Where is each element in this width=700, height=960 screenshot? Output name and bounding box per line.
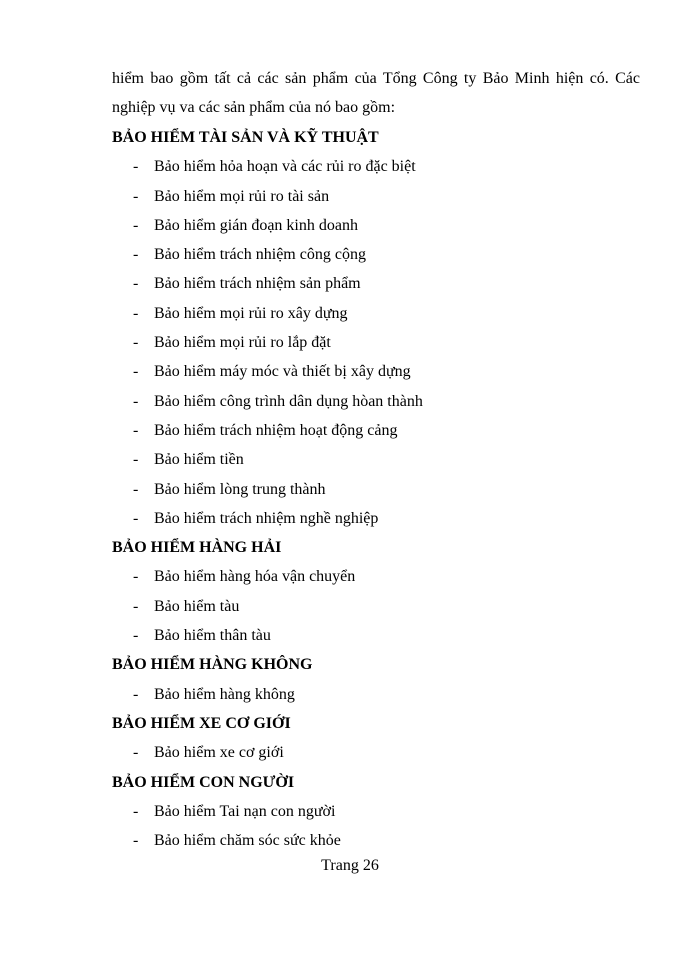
bullet-dash: - xyxy=(133,158,139,176)
list-item xyxy=(112,211,640,240)
section-list xyxy=(112,680,640,709)
bullet-dash: - xyxy=(133,627,139,645)
list-item xyxy=(112,299,640,328)
list-item-text: Bảo hiểm lòng trung thành xyxy=(154,480,326,498)
bullet-dash: - xyxy=(133,363,139,381)
list-item-text: Bảo hiểm hỏa hoạn và các rủi ro đặc biệt xyxy=(154,158,416,176)
list-item-text: Bảo hiểm gián đoạn kinh doanh xyxy=(154,216,358,234)
section-heading: BẢO HIỂM XE CƠ GIỚI xyxy=(112,714,291,732)
bullet-dash: - xyxy=(133,246,139,264)
list-item xyxy=(112,357,640,386)
list-item xyxy=(112,240,640,269)
bullet-dash: - xyxy=(133,334,139,352)
bullet-dash: - xyxy=(133,480,139,498)
bullet-dash: - xyxy=(133,451,139,469)
list-item-text: Bảo hiểm hàng không xyxy=(154,685,295,703)
section-list xyxy=(112,738,640,767)
list-item xyxy=(112,797,640,826)
bullet-dash: - xyxy=(133,685,139,703)
list-item xyxy=(112,680,640,709)
intro-paragraph xyxy=(112,64,640,122)
list-item-text: Bảo hiểm xe cơ giới xyxy=(154,744,284,762)
bullet-dash: - xyxy=(133,216,139,234)
bullet-dash: - xyxy=(133,802,139,820)
list-item-text: Bảo hiểm mọi rủi ro xây dựng xyxy=(154,304,348,322)
bullet-dash: - xyxy=(133,421,139,439)
list-item-text: Bảo hiểm trách nhiệm nghề nghiệp xyxy=(154,509,379,527)
section-heading: BẢO HIỂM TÀI SẢN VÀ KỸ THUẬT xyxy=(112,129,379,146)
section-heading: BẢO HIỂM HÀNG KHÔNG xyxy=(112,656,313,674)
list-item-text: Bảo hiểm hàng hóa vận chuyển xyxy=(154,568,356,586)
page-footer: Trang 26 xyxy=(321,857,379,874)
list-item xyxy=(112,621,640,650)
list-item-text: Bảo hiểm trách nhiệm sản phẩm xyxy=(154,275,361,293)
list-item-text: Bảo hiểm trách nhiệm hoạt động cảng xyxy=(154,421,398,439)
list-item xyxy=(112,826,640,855)
section-heading: BẢO HIỂM CON NGƯỜI xyxy=(112,773,295,791)
list-item-text: Bảo hiểm chăm sóc sức khỏe xyxy=(154,832,341,850)
sections-container xyxy=(112,123,640,855)
list-item xyxy=(112,416,640,445)
list-item-text: Bảo hiểm tiền xyxy=(154,451,244,469)
bullet-dash: - xyxy=(133,744,139,762)
list-item-text: Bảo hiểm thân tàu xyxy=(154,627,271,645)
list-item xyxy=(112,387,640,416)
list-item-text: Bảo hiểm trách nhiệm công cộng xyxy=(154,246,366,264)
bullet-dash: - xyxy=(133,187,139,205)
list-item-text: Bảo hiểm máy móc và thiết bị xây dựng xyxy=(154,363,411,381)
list-item xyxy=(112,475,640,504)
list-item xyxy=(112,269,640,298)
bullet-dash: - xyxy=(133,568,139,586)
bullet-dash: - xyxy=(133,509,139,527)
section-list xyxy=(112,562,640,650)
list-item xyxy=(112,445,640,474)
list-item-text: Bảo hiểm tàu xyxy=(154,597,240,615)
list-item xyxy=(112,562,640,591)
list-item-text: Bảo hiểm Tai nạn con người xyxy=(154,802,336,820)
bullet-dash: - xyxy=(133,275,139,293)
list-item xyxy=(112,152,640,181)
bullet-dash: - xyxy=(133,304,139,322)
list-item xyxy=(112,738,640,767)
bullet-dash: - xyxy=(133,392,139,410)
bullet-dash: - xyxy=(133,832,139,850)
intro-line-2: nghiệp vụ va các sản phẩm của nó bao gồm: xyxy=(112,99,396,116)
list-item-text: Bảo hiểm mọi rủi ro tài sản xyxy=(154,187,330,205)
list-item xyxy=(112,504,640,533)
list-item-text: Bảo hiểm công trình dân dụng hòan thành xyxy=(154,392,423,410)
section-list xyxy=(112,152,640,533)
list-item xyxy=(112,592,640,621)
section-list xyxy=(112,797,640,856)
bullet-dash: - xyxy=(133,597,139,615)
list-item xyxy=(112,182,640,211)
list-item-text: Bảo hiểm mọi rủi ro lắp đặt xyxy=(154,334,331,352)
intro-line-1: hiểm bao gồm tất cả các sản phẩm của Tổng Công ty Bảo Minh hiện có. Các xyxy=(112,70,640,87)
list-item xyxy=(112,328,640,357)
section-heading: BẢO HIỂM HÀNG HẢI xyxy=(112,539,282,557)
